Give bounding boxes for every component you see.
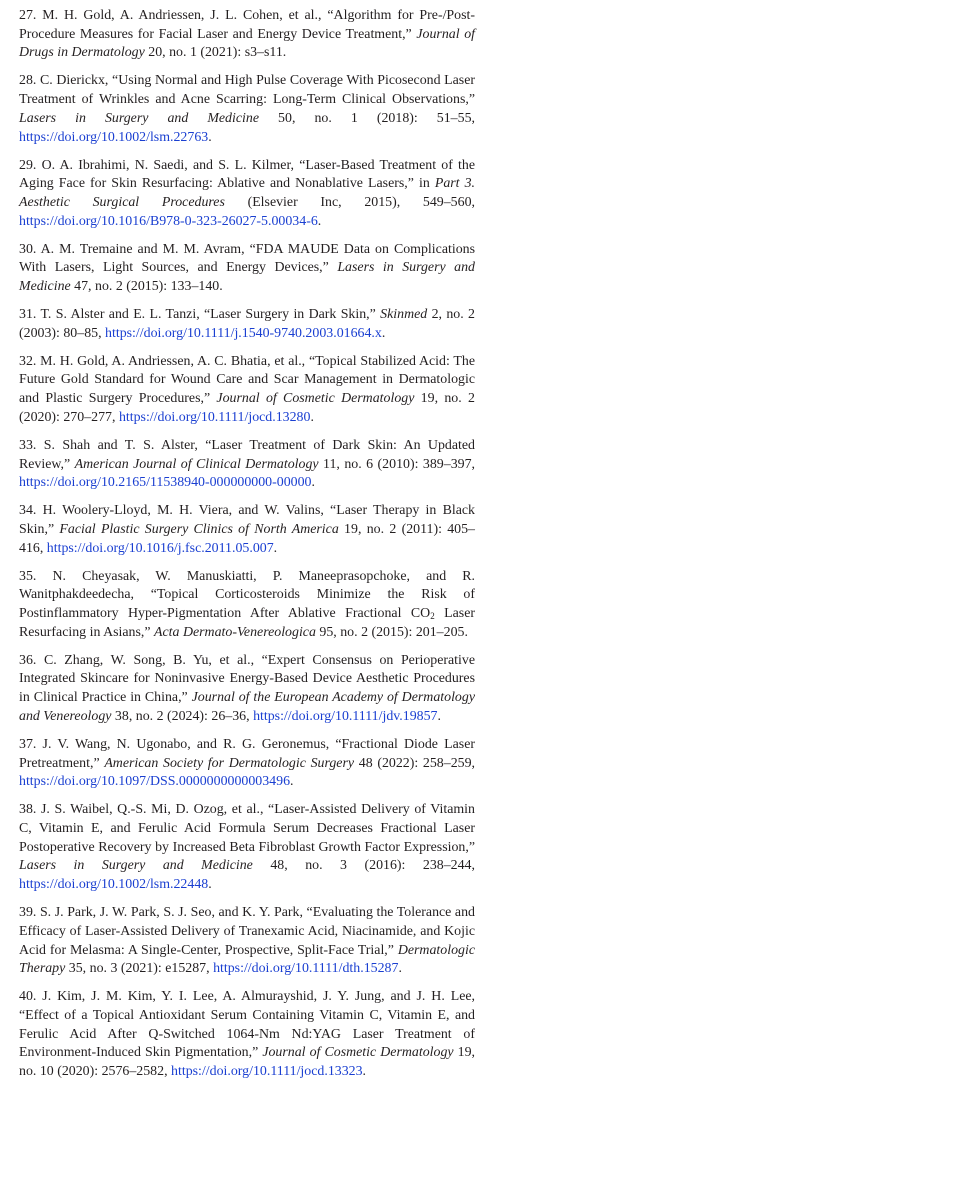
doi-link[interactable]: https://doi.org/10.1111/dth.15287: [213, 961, 399, 977]
reference-text: 48, no. 3 (2016): 238–244,: [252, 858, 475, 874]
journal-title: Journal of Cosmetic Dermatology: [262, 1045, 454, 1061]
reference-text: 33. S. Shah and T. S. Alster, “Laser Treatment of Dark Skin: An Updated Review,”: [19, 437, 475, 472]
reference-text: 39. S. J. Park, J. W. Park, S. J. Seo, and K. Y. Park, “Evaluating the Tolerance and Efficacy of Laser-Assisted Delivery of Tranexamic Acid, Niacinamide, and Kojic Acid for Melasma: A Single-Center, Prospective, Split-Face Trial,”: [19, 905, 475, 958]
doi-link[interactable]: https://doi.org/10.2165/11538940-000000000-00000: [19, 475, 312, 491]
reference-text: 38. J. S. Waibel, Q.-S. Mi, D. Ozog, et al., “Laser-Assisted Delivery of Vitamin C, Vitamin E, and Ferulic Acid Formula Serum Decreases Fractional Laser Postoperative Recovery by Increased Beta Fibroblast Growth Factor Expression,”: [19, 802, 475, 855]
reference-text: 32. M. H. Gold, A. Andriessen, A. C. Bhatia, et al., “Topical Stabilized Acid: The Future Gold Standard for Wound Care and Scar Management in Dermatologic and Plastic Surgery Procedures,”: [19, 353, 475, 407]
reference-text: 35. N. Cheyasak, W. Manuskiatti, P. Maneeprasopchoke, and R. Wanitphakdeedecha, “Topical Corticosteroids Minimize the Risk of Postinflammatory Hyper-Pigmentation After Ablative Fractional CO: [19, 568, 475, 622]
reference-text: .: [208, 129, 212, 145]
journal-title: Journal of Cosmetic Dermatology: [216, 391, 415, 407]
journal-title: Journal of Drugs in Dermatology: [19, 26, 475, 61]
ref-28: [19, 72, 475, 147]
journal-title: Acta Dermato-Venereologica: [154, 624, 316, 640]
ref-32: [19, 353, 475, 428]
reference-text: .: [273, 540, 278, 556]
doi-link[interactable]: https://doi.org/10.1111/jdv.19857: [253, 708, 438, 724]
reference-text: 48 (2022): 258–259,: [354, 755, 476, 771]
reference-text: 50, no. 1 (2018): 51–55,: [259, 110, 475, 126]
ref-36: [19, 652, 475, 727]
reference-text: 28. C. Dierickx, “Using Normal and High Pulse Coverage With Picosecond Laser Treatment of Wrinkles and Acne Scarring: Long-Term Clinical Observations,”: [19, 73, 475, 108]
doi-link[interactable]: https://doi.org/10.1097/DSS.0000000000003496: [19, 774, 291, 790]
reference-text: 37. J. V. Wang, N. Ugonabo, and R. G. Geronemus, “Fractional Diode Laser Pretreatment,”: [19, 736, 475, 771]
reference-text: 19, no. 10 (2020): 2576–2582,: [19, 1045, 476, 1080]
doi-link[interactable]: https://doi.org/10.1002/lsm.22763: [19, 129, 209, 145]
journal-title: American Society for Dermatologic Surgery: [104, 755, 355, 771]
ref-30: [19, 241, 475, 297]
journal-title: Facial Plastic Surgery Clinics of North America: [59, 521, 339, 537]
ref-38: [19, 801, 475, 895]
ref-27: [19, 7, 475, 63]
reference-list: [19, 7, 475, 1091]
journal-title: Lasers in Surgery and Medicine: [19, 260, 476, 295]
reference-text: Laser Resurfacing in Asians,”: [19, 606, 475, 640]
reference-text: 95, no. 2 (2015): 201–205.: [315, 624, 468, 640]
reference-text: 2, no. 2 (2003): 80–85,: [19, 307, 475, 341]
reference-text: 36. C. Zhang, W. Song, B. Yu, et al., “Expert Consensus on Perioperative Integrated Skincare for Noninvasive Energy-Based Device Aesthetic Procedures in Clinical Practice in China,”: [19, 652, 475, 706]
reference-text: .: [362, 1064, 367, 1080]
ref-31: [19, 306, 475, 343]
reference-text: .: [317, 213, 322, 229]
ref-29: [19, 157, 475, 232]
doi-link[interactable]: https://doi.org/10.1111/jocd.13280: [118, 409, 311, 425]
reference-text: 29. O. A. Ibrahimi, N. Saedi, and S. L. Kilmer, “Laser-Based Treatment of the Aging Face for Skin Resurfacing: Ablative and Nonablative Lasers,” in: [19, 157, 475, 192]
doi-link[interactable]: https://doi.org/10.1016/B978-0-323-26027-5.00034-6: [19, 213, 318, 229]
reference-text: 47, no. 2 (2015): 133–140.: [70, 279, 223, 295]
reference-text: 38, no. 2 (2024): 26–36,: [111, 708, 254, 724]
doi-link[interactable]: https://doi.org/10.1111/jocd.13323: [171, 1064, 363, 1080]
ref-37: [19, 736, 475, 792]
journal-title: Lasers in Surgery and Medicine: [19, 858, 253, 874]
reference-text: 31. T. S. Alster and E. L. Tanzi, “Laser Surgery in Dark Skin,”: [19, 307, 381, 323]
reference-text: 30. A. M. Tremaine and M. M. Avram, “FDA MAUDE Data on Complications With Lasers, Light Sources, and Energy Devices,”: [19, 241, 475, 276]
reference-text: .: [437, 708, 441, 724]
reference-text: .: [290, 774, 294, 790]
reference-text: .: [381, 325, 386, 341]
ref-33: [19, 437, 475, 493]
doi-link[interactable]: https://doi.org/10.1111/j.1540-9740.2003.01664.x: [105, 325, 382, 341]
journal-title: Part 3. Aesthetic Surgical Procedures: [19, 176, 475, 210]
ref-35: [19, 568, 475, 643]
doi-link[interactable]: https://doi.org/10.1002/lsm.22448: [19, 877, 209, 893]
reference-text: .: [398, 961, 402, 977]
reference-text: .: [310, 409, 314, 425]
journal-title: Dermatologic Therapy: [19, 942, 475, 977]
reference-text: .: [311, 475, 315, 491]
reference-text: 35, no. 3 (2021): e15287,: [65, 961, 214, 977]
reference-text: 40. J. Kim, J. M. Kim, Y. I. Lee, A. Almurayshid, J. Y. Jung, and J. H. Lee, “Effect of a Topical Antioxidant Serum Containing Vitamin C, Vitamin E, and Ferulic Acid After Q-Switched 1064-Nm Nd:YAG Laser Treatment of Environment-Induced Skin Pigmentation,”: [19, 989, 475, 1061]
journal-title: Journal of the European Academy of Dermatology and Venereology: [19, 690, 475, 724]
reference-text: .: [208, 877, 212, 893]
subscript: 2: [430, 611, 435, 622]
ref-39: [19, 904, 475, 979]
journal-title: Lasers in Surgery and Medicine: [19, 110, 260, 126]
journal-title: Skinmed: [380, 307, 428, 323]
reference-text: 27. M. H. Gold, A. Andriessen, J. L. Cohen, et al., “Algorithm for Pre-/Post-Procedure Measures for Facial Laser and Energy Device Treatment,”: [19, 8, 475, 42]
ref-40: [19, 988, 475, 1082]
doi-link[interactable]: https://doi.org/10.1016/j.fsc.2011.05.007: [46, 540, 274, 556]
reference-text: 20, no. 1 (2021): s3–s11.: [144, 45, 287, 61]
journal-title: American Journal of Clinical Dermatology: [74, 456, 319, 472]
reference-text: 34. H. Woolery-Lloyd, M. H. Viera, and W. Valins, “Laser Therapy in Black Skin,”: [19, 503, 475, 537]
reference-text: 19, no. 2 (2011): 405–416,: [19, 521, 476, 556]
reference-text: 19, no. 2 (2020): 270–277,: [19, 391, 475, 425]
reference-text: 11, no. 6 (2010): 389–397,: [318, 456, 476, 472]
reference-text: (Elsevier Inc, 2015), 549–560,: [224, 194, 475, 210]
ref-34: [19, 502, 475, 558]
